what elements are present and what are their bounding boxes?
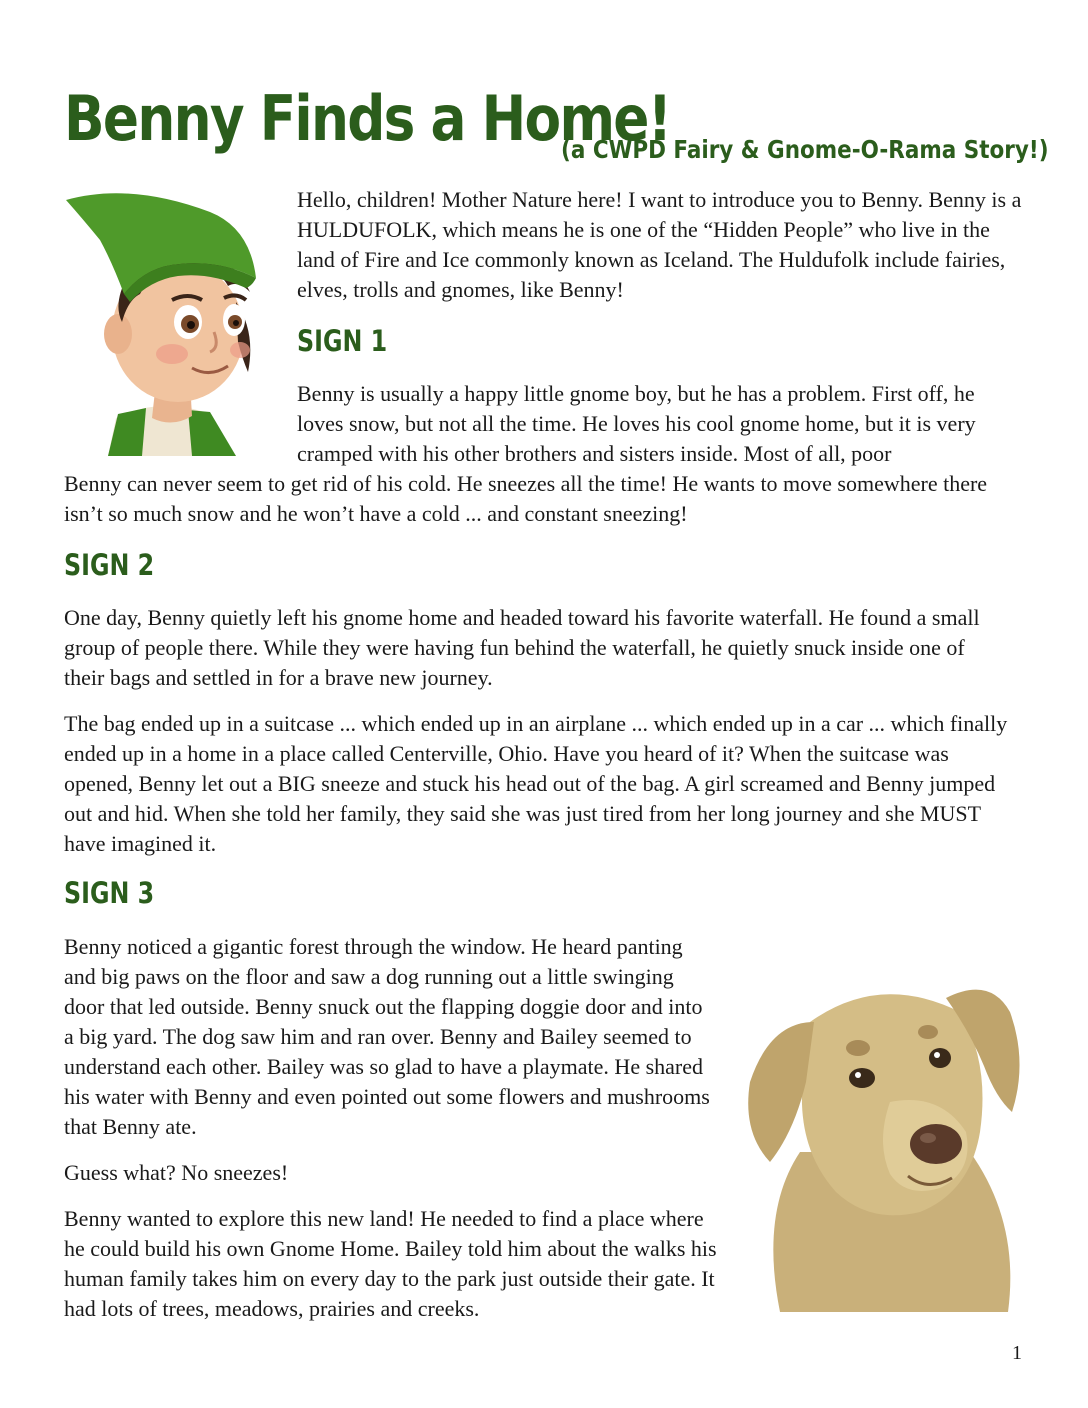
sign-1-heading: SIGN 1 <box>297 324 388 358</box>
sign-2-heading: SIGN 2 <box>64 548 155 582</box>
sign-1-paragraph-full: Benny can never seem to get rid of his cold. He sneezes all the time! He wants to move somewhere there isn’t so much snow and he won’t have a cold ... and constant sneezing! <box>64 471 988 526</box>
page-number: 1 <box>1012 1342 1022 1364</box>
gnome-illustration <box>60 182 274 456</box>
sign-3-paragraph-2: Guess what? No sneezes! <box>64 1160 289 1185</box>
sign-3-heading: SIGN 3 <box>64 876 155 910</box>
sign-2-paragraph-2: The bag ended up in a suitcase ... which ended up in an airplane ... which ended up in a car ... which finally ended up in a home in a place called Centerville, Ohio. Have you heard of it? When the suitcase was opened, Benny let out a BIG sneeze and stuck his head out of the bag. A girl screamed and Benny jumped out and hid. When she told her family, they said she was just tired from her long journey and she MUST have imagined it. <box>64 711 1008 856</box>
title-row <box>64 82 1064 164</box>
sign-3-paragraph-1: Benny noticed a gigantic forest through the window. He heard panting and big paws on the floor and saw a dog running out a little swinging door that led outside. Benny snuck out the flapping doggie door and into a big yard. The dog saw him and ran over. Benny and Bailey seemed to understand each other. Bailey was so glad to have a playmate. He shared his water with Benny and even pointed out some flowers and mushrooms that Benny ate. <box>64 934 710 1139</box>
sign-1-paragraph-wrap: Benny is usually a happy little gnome boy, but he has a problem. First off, he loves snow, but not all the time. He loves his cool gnome home, but it is very cramped with his other brothers and sisters inside. Most of all, poor <box>297 381 976 466</box>
intro-paragraph: Hello, children! Mother Nature here! I want to introduce you to Benny. Benny is a HULDUFOLK, which means he is one of the “Hidden People” who live in the land of Fire and Ice commonly known as Iceland. The Huldufolk include fairies, elves, trolls and gnomes, like Benny! <box>297 187 1022 302</box>
page-subtitle: (a CWPD Fairy & Gnome-O-Rama Story!) <box>561 135 1049 164</box>
dog-illustration <box>740 962 1030 1312</box>
sign-3-paragraph-3: Benny wanted to explore this new land! He needed to find a place where he could build his own Gnome Home. Bailey told him about the walks his human family takes him on every day to the park just outside their gate. It had lots of trees, meadows, prairies and creeks. <box>64 1206 717 1321</box>
sign-2-paragraph-1: One day, Benny quietly left his gnome home and headed toward his favorite waterfall. He found a small group of people there. While they were having fun behind the waterfall, he quietly snuck inside one of their bags and settled in for a brave new journey. <box>64 605 980 690</box>
page-title: Benny Finds a Home! <box>64 82 671 155</box>
